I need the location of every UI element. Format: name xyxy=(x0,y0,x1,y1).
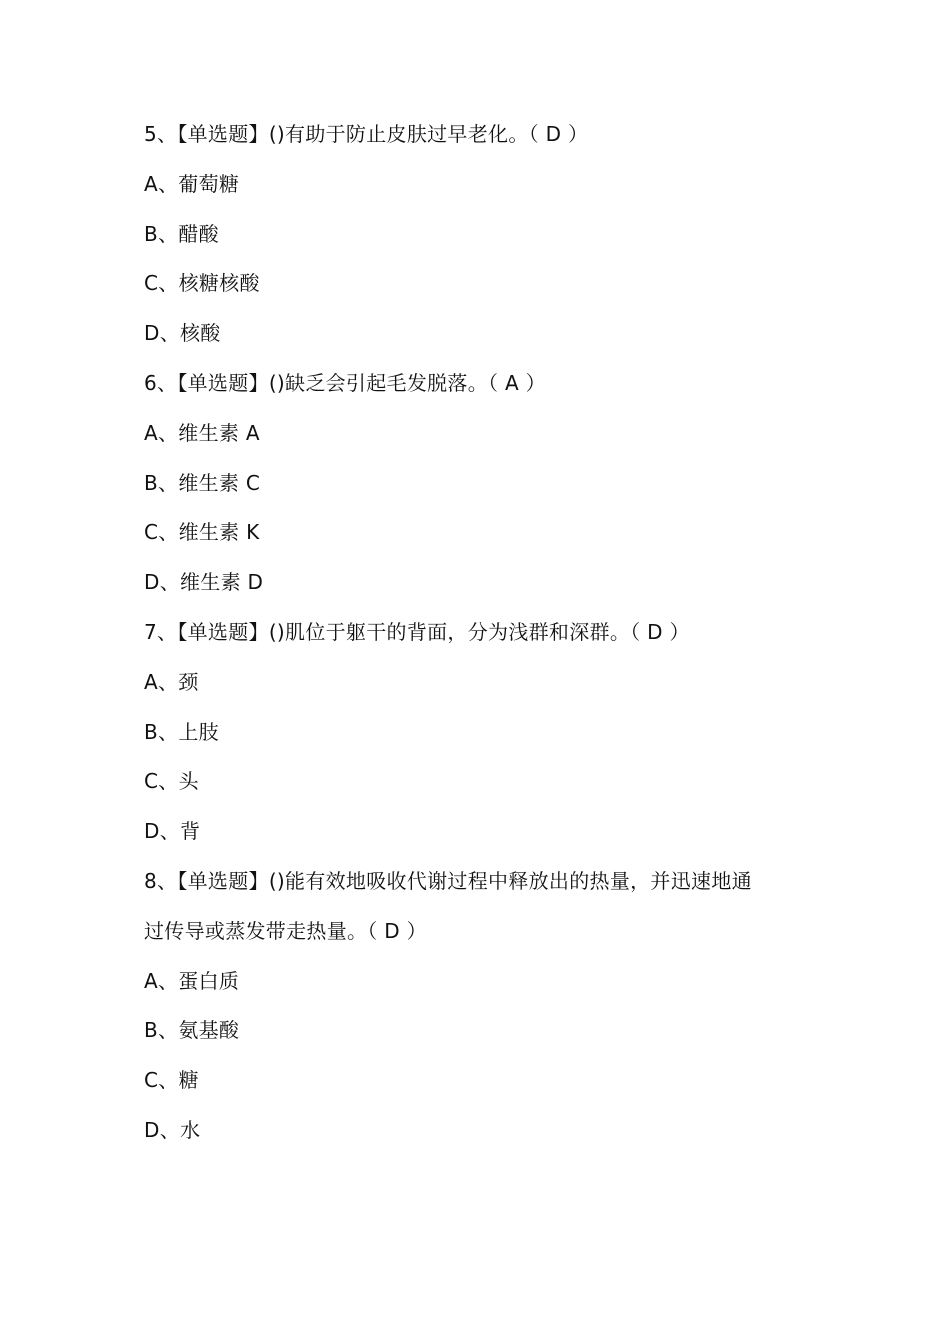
question-7-option-b: B、上肢 xyxy=(144,719,219,744)
question-7-stem: 7、【单选题】()肌位于躯干的背面，分为浅群和深群。（ D ） xyxy=(144,619,690,644)
question-6-option-c: C、维生素 K xyxy=(144,520,260,545)
question-5-option-d: D、核酸 xyxy=(144,321,221,346)
question-7-option-d: D、背 xyxy=(144,819,201,844)
question-5-stem: 5、【单选题】()有助于防止皮肤过早老化。（ D ） xyxy=(144,122,589,146)
question-8-option-a: A、蛋白质 xyxy=(144,968,240,993)
question-5-option-c: C、核糖核酸 xyxy=(144,271,260,296)
question-5-option-a: A、葡萄糖 xyxy=(144,171,240,196)
question-8-stem-line-2: 过传导或蒸发带走热量。（ D ） xyxy=(144,918,427,943)
question-6-option-b: B、维生素 C xyxy=(144,470,261,495)
question-7-option-c: C、头 xyxy=(144,769,199,794)
question-6-stem: 6、【单选题】()缺乏会引起毛发脱落。（ A ） xyxy=(144,370,546,395)
question-8-stem-line-1: 8、【单选题】()能有效地吸收代谢过程中释放出的热量，并迅速地通 xyxy=(144,868,752,893)
question-8-option-d: D、水 xyxy=(144,1117,201,1142)
question-8-option-b: B、氨基酸 xyxy=(144,1018,240,1043)
document-page xyxy=(144,110,824,1156)
question-6-option-d: D、维生素 D xyxy=(144,570,264,595)
question-7-option-a: A、颈 xyxy=(144,669,199,694)
question-6-option-a: A、维生素 A xyxy=(144,420,260,445)
question-5-option-b: B、醋酸 xyxy=(144,221,219,246)
question-8-option-c: C、糖 xyxy=(144,1068,199,1093)
